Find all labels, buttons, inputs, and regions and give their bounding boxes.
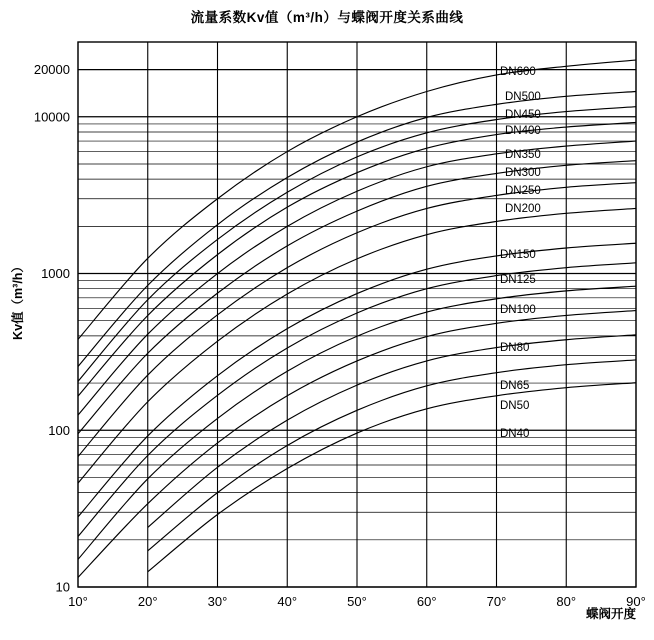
svg-text:50°: 50° — [347, 594, 367, 609]
grid-lines — [78, 42, 636, 587]
curve-label-dn125: DN125 — [500, 274, 536, 286]
curve-label-dn600: DN600 — [500, 66, 536, 78]
curve-label-dn50: DN50 — [500, 400, 530, 412]
curve-label-dn300: DN300 — [505, 167, 541, 179]
curve-label-dn100: DN100 — [500, 304, 536, 316]
curve-labels — [500, 66, 541, 440]
curve-label-dn150: DN150 — [500, 249, 536, 261]
x-axis-ticks — [68, 594, 646, 609]
y-axis-label: Kv值（m³/h） — [11, 260, 25, 340]
y-axis-ticks — [34, 62, 70, 594]
svg-text:70°: 70° — [486, 594, 507, 609]
svg-text:10000: 10000 — [33, 109, 70, 125]
svg-text:40°: 40° — [277, 594, 298, 609]
svg-text:20000: 20000 — [33, 62, 70, 78]
svg-text:30°: 30° — [207, 594, 228, 609]
curve-label-dn40: DN40 — [500, 428, 530, 440]
svg-text:20°: 20° — [137, 594, 158, 609]
curve-label-dn250: DN250 — [505, 185, 541, 197]
svg-text:60°: 60° — [416, 594, 437, 609]
curve-label-dn80: DN80 — [500, 342, 530, 354]
curve-label-dn450: DN450 — [505, 109, 541, 121]
svg-text:100: 100 — [48, 422, 70, 438]
svg-text:90°: 90° — [626, 594, 646, 609]
curve-label-dn350: DN350 — [505, 149, 541, 161]
svg-text:1000: 1000 — [41, 266, 70, 282]
svg-text:10: 10 — [55, 579, 70, 595]
svg-text:10°: 10° — [68, 594, 88, 609]
curve-label-dn500: DN500 — [505, 91, 541, 103]
x-axis-label: 蝶阀开度 — [585, 607, 636, 621]
svg-text:80°: 80° — [556, 594, 577, 609]
chart-title: 流量系数Kv值（m³/h）与蝶阀开度关系曲线 — [190, 10, 464, 25]
curve-label-dn400: DN400 — [505, 125, 541, 137]
curve-label-dn65: DN65 — [500, 380, 530, 392]
curve-label-dn200: DN200 — [505, 203, 541, 215]
